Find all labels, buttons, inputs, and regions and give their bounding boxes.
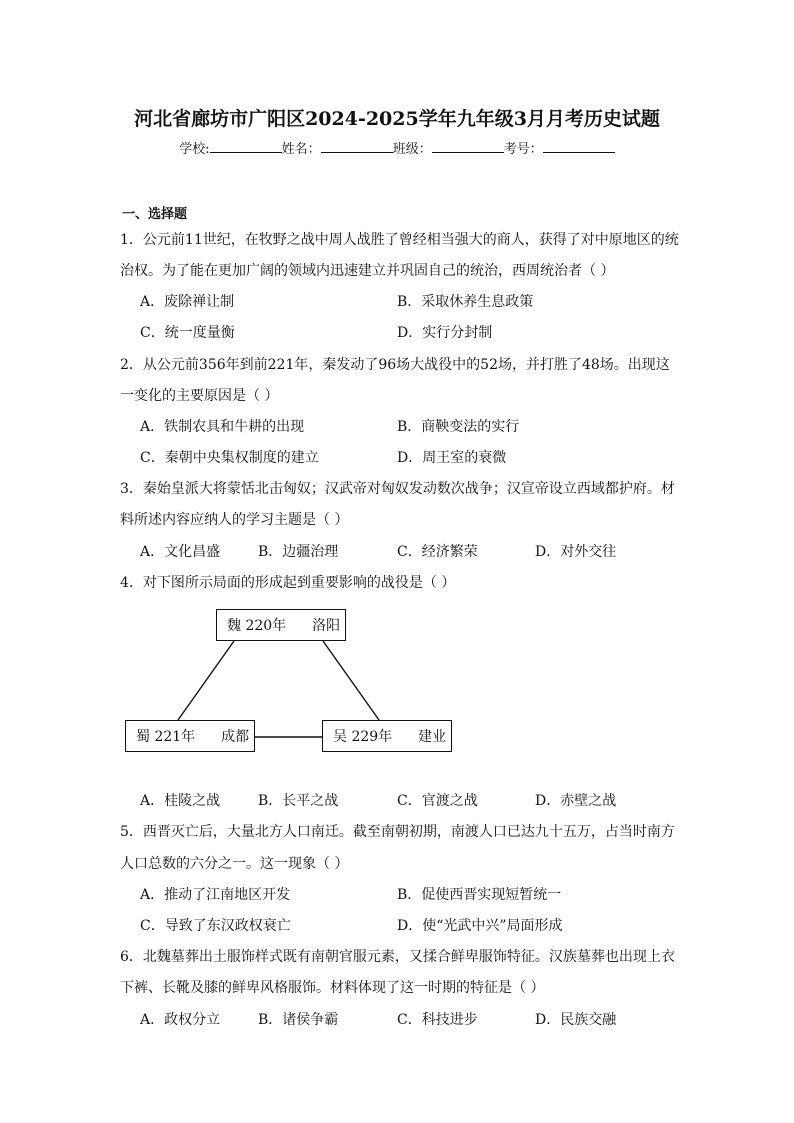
section-heading: 一、选择题: [122, 207, 188, 222]
shu-box: [125, 720, 255, 752]
question-5-option-b: B．促使西晋实现短暂统一: [397, 887, 562, 903]
question-1-option-c: C．统一度量衡: [140, 325, 235, 341]
question-4-option-a: A．桂陵之战: [140, 793, 221, 809]
question-5-line-1: 5．西晋灭亡后，大量北方人口南迁。截至南朝初期，南渡人口已达九十五万，占当时南方: [120, 824, 675, 840]
question-1-option-b: B．采取休养生息政策: [397, 294, 534, 310]
question-5-option-c: C．导致了东汉政权衰亡: [140, 918, 291, 934]
school-label: 学校:: [179, 142, 210, 157]
question-2-line-2: 一变化的主要原因是（ ）: [120, 388, 279, 404]
question-6-option-c: C．科技进步: [397, 1012, 478, 1028]
question-2-option-b: B．商鞅变法的实行: [397, 419, 520, 435]
question-1-line-2: 治权。为了能在更加广阔的领域内迅速建立并巩固自己的统治，西周统治者（ ）: [120, 263, 615, 279]
question-4-option-b: B．长平之战: [258, 793, 339, 809]
wei-shu-line: [178, 641, 234, 720]
question-6-option-a: A．政权分立: [140, 1012, 221, 1028]
question-1-option-a: A．废除禅让制: [140, 294, 235, 310]
question-3-option-a: A．文化昌盛: [140, 544, 221, 560]
exam-no-label: 考号：: [503, 142, 543, 157]
question-6-line-2: 下裤、长靴及膝的鲜卑风格服饰。材料体现了这一时期的特征是（ ）: [120, 980, 545, 996]
shu-state: 蜀 221年: [136, 729, 196, 745]
question-4-option-c: C．官渡之战: [397, 793, 478, 809]
question-4-option-d: D．赤壁之战: [535, 793, 617, 809]
page-title: 河北省廊坊市广阳区2024-2025学年九年级3月月考历史试题: [134, 108, 660, 130]
class-label: 班级：: [392, 142, 432, 157]
question-3-option-c: C．经济繁荣: [397, 544, 478, 560]
question-5-option-d: D．使“光武中兴”局面形成: [397, 918, 563, 934]
wei-box: [216, 609, 346, 641]
shu-capital: 成都: [221, 729, 250, 745]
question-2-line-1: 2．从公元前356年到前221年，秦发动了96场大战役中的52场，并打胜了48场。出现这: [120, 357, 670, 373]
question-6-option-d: D．民族交融: [535, 1012, 617, 1028]
wei-wu-line: [323, 641, 379, 720]
question-6-line-1: 6．北魏墓葬出土服饰样式既有南朝官服元素，又揉合鲜卑服饰特征。汉族墓葬也出现上衣: [120, 949, 675, 965]
question-2-option-c: C．秦朝中央集权制度的建立: [140, 450, 319, 466]
wu-box: [322, 720, 452, 752]
question-1-line-1: 1．公元前11世纪，在牧野之战中周人战胜了曾经相当强大的商人，获得了对中原地区的统: [120, 232, 679, 248]
wu-capital: 建业: [418, 729, 447, 745]
question-5-option-a: A．推动了江南地区开发: [140, 887, 291, 903]
wei-capital: 洛阳: [312, 618, 341, 634]
question-4-line-1: 4．对下图所示局面的形成起到重要影响的战役是（ ）: [120, 575, 456, 591]
question-2-option-d: D．周王室的衰微: [397, 450, 507, 466]
question-2-option-a: A．铁制农具和牛耕的出现: [140, 419, 305, 435]
question-3-line-2: 料所述内容应纳人的学习主题是（ ）: [120, 512, 349, 528]
wei-state: 魏 220年: [227, 618, 287, 634]
wu-state: 吴 229年: [333, 729, 393, 745]
question-6-option-b: B．诸侯争霸: [258, 1012, 339, 1028]
name-label: 姓名：: [281, 142, 321, 157]
question-3-line-1: 3．秦始皇派大将蒙恬北击匈奴；汉武帝对匈奴发动数次战争；汉宣帝设立西域都护府。材: [120, 481, 675, 497]
question-5-line-2: 人口总数的六分之一。这一现象（ ）: [120, 856, 349, 872]
question-3-option-b: B．边疆治理: [258, 544, 339, 560]
question-1-option-d: D．实行分封制: [397, 325, 493, 341]
question-3-option-d: D．对外交往: [535, 544, 617, 560]
